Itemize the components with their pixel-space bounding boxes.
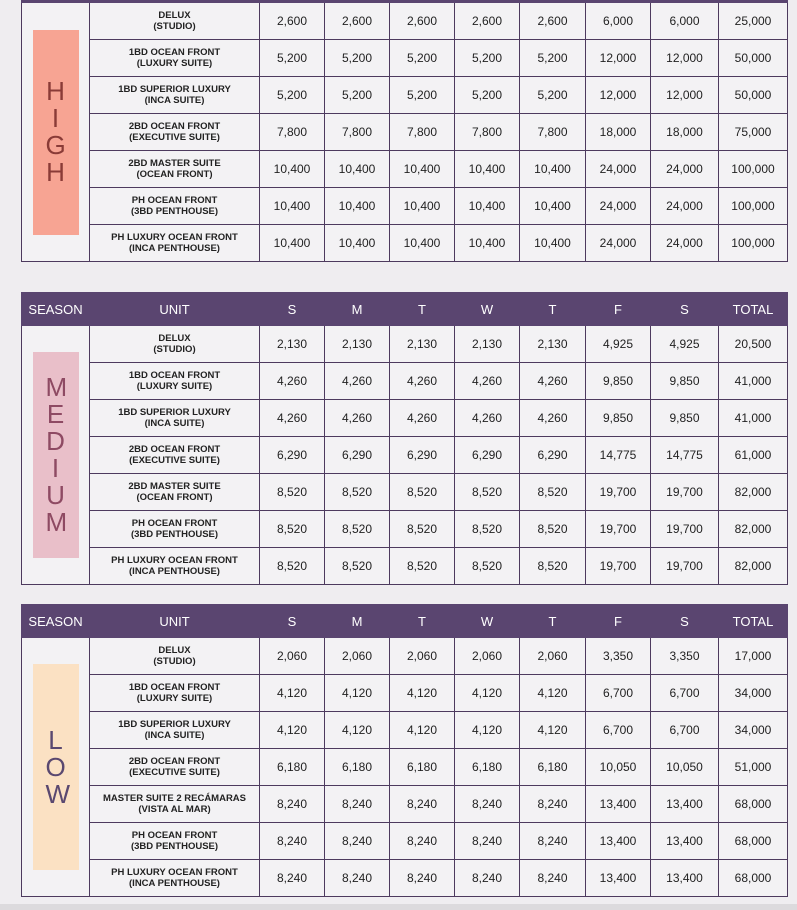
rate-cell: 4,925	[586, 326, 651, 363]
season-label-cell	[22, 326, 90, 585]
rate-cell: 12,000	[586, 77, 651, 114]
rate-cell: 24,000	[586, 188, 651, 225]
unit-name: 1BD SUPERIOR LUXURY	[118, 407, 231, 418]
rate-cell: 8,240	[455, 823, 520, 860]
rate-cell: 8,520	[325, 474, 390, 511]
unit-subname: (EXECUTIVE SUITE)	[129, 767, 220, 778]
unit-name: PH OCEAN FRONT	[131, 195, 218, 206]
total-cell: 100,000	[719, 151, 788, 188]
rate-cell: 2,600	[455, 3, 520, 40]
rate-cell: 4,120	[325, 675, 390, 712]
total-cell: 100,000	[719, 225, 788, 262]
rate-cell: 2,600	[325, 3, 390, 40]
unit-name-cell	[90, 151, 260, 188]
medium-season-table	[21, 292, 788, 585]
unit-name-cell	[90, 225, 260, 262]
table-row	[22, 675, 788, 712]
rate-cell: 8,520	[455, 511, 520, 548]
rate-cell: 9,850	[586, 363, 651, 400]
rate-cell: 10,050	[651, 749, 719, 786]
rate-cell: 12,000	[651, 77, 719, 114]
unit-subname: (STUDIO)	[153, 656, 196, 667]
unit-column-header: UNIT	[90, 293, 260, 326]
rate-cell: 4,260	[520, 363, 586, 400]
rate-cell: 4,260	[390, 400, 455, 437]
rate-cell: 4,260	[455, 400, 520, 437]
unit-name: PH LUXURY OCEAN FRONT	[111, 555, 238, 566]
rate-cell: 10,400	[455, 151, 520, 188]
rate-cell: 6,700	[586, 675, 651, 712]
unit-subname: (INCA PENTHOUSE)	[129, 243, 220, 254]
rate-cell: 6,700	[651, 712, 719, 749]
rate-cell: 19,700	[651, 511, 719, 548]
rate-cell: 7,800	[260, 114, 325, 151]
table-row	[22, 638, 788, 675]
unit-subname: (INCA SUITE)	[144, 730, 205, 741]
rate-cell: 4,260	[325, 363, 390, 400]
rate-cell: 8,240	[325, 860, 390, 897]
total-cell: 82,000	[719, 474, 788, 511]
total-cell: 17,000	[719, 638, 788, 675]
rate-cell: 2,600	[390, 3, 455, 40]
rate-cell: 5,200	[260, 40, 325, 77]
rate-cell: 9,850	[586, 400, 651, 437]
rate-cell: 19,700	[651, 474, 719, 511]
day-column-header: S	[260, 293, 325, 326]
rate-cell: 6,180	[390, 749, 455, 786]
unit-name-cell	[90, 712, 260, 749]
unit-subname: (3BD PENTHOUSE)	[130, 529, 219, 540]
unit-name-cell	[90, 823, 260, 860]
rate-cell: 8,240	[390, 786, 455, 823]
rate-cell: 13,400	[586, 860, 651, 897]
rate-cell: 2,060	[390, 638, 455, 675]
rate-cell: 5,200	[260, 77, 325, 114]
day-column-header: S	[651, 293, 719, 326]
day-column-header: T	[520, 605, 586, 638]
rate-cell: 12,000	[586, 40, 651, 77]
unit-name-cell	[90, 114, 260, 151]
total-cell: 20,500	[719, 326, 788, 363]
unit-column-header: UNIT	[90, 605, 260, 638]
rate-cell: 7,800	[520, 114, 586, 151]
rate-cell: 8,240	[390, 860, 455, 897]
unit-subname: (OCEAN FRONT)	[136, 492, 213, 503]
rate-cell: 10,400	[260, 225, 325, 262]
table-row	[22, 823, 788, 860]
high-season-table	[21, 0, 788, 262]
rate-cell: 19,700	[586, 548, 651, 585]
unit-name: 2BD OCEAN FRONT	[128, 444, 221, 455]
unit-name-cell	[90, 326, 260, 363]
rate-cell: 24,000	[586, 151, 651, 188]
rate-cell: 14,775	[651, 437, 719, 474]
rate-cell: 6,290	[390, 437, 455, 474]
low-season-block	[21, 604, 779, 897]
rate-cell: 5,200	[325, 40, 390, 77]
rate-cell: 2,060	[325, 638, 390, 675]
medium-season-block	[21, 292, 779, 585]
page-bottom-band	[0, 904, 797, 910]
unit-name-cell	[90, 188, 260, 225]
unit-name-cell	[90, 363, 260, 400]
day-column-header: W	[455, 605, 520, 638]
rate-cell: 2,130	[455, 326, 520, 363]
rate-cell: 7,800	[390, 114, 455, 151]
rate-cell: 6,290	[520, 437, 586, 474]
rate-cell: 9,850	[651, 363, 719, 400]
unit-name-cell	[90, 77, 260, 114]
rate-cell: 8,520	[260, 548, 325, 585]
rate-cell: 12,000	[651, 40, 719, 77]
table-row	[22, 77, 788, 114]
season-label-tag	[33, 352, 79, 558]
day-column-header: F	[586, 605, 651, 638]
total-cell: 68,000	[719, 786, 788, 823]
unit-name: DELUX	[158, 333, 191, 344]
unit-name: PH OCEAN FRONT	[131, 518, 218, 529]
table-row	[22, 786, 788, 823]
rate-cell: 4,260	[260, 400, 325, 437]
rate-cell: 5,200	[390, 77, 455, 114]
unit-subname: (OCEAN FRONT)	[136, 169, 213, 180]
rate-cell: 4,120	[390, 712, 455, 749]
rate-cell: 3,350	[651, 638, 719, 675]
rate-cell: 8,240	[390, 823, 455, 860]
rate-cell: 8,520	[390, 474, 455, 511]
unit-name: 1BD SUPERIOR LUXURY	[118, 719, 231, 730]
unit-subname: (3BD PENTHOUSE)	[130, 841, 219, 852]
rate-cell: 13,400	[651, 823, 719, 860]
rate-cell: 5,200	[455, 40, 520, 77]
unit-subname: (INCA PENTHOUSE)	[129, 566, 220, 577]
unit-name: 1BD OCEAN FRONT	[128, 682, 221, 693]
rate-cell: 4,260	[260, 363, 325, 400]
rate-cell: 24,000	[651, 225, 719, 262]
total-cell: 61,000	[719, 437, 788, 474]
rate-cell: 8,520	[260, 511, 325, 548]
rate-cell: 8,520	[390, 511, 455, 548]
unit-name-cell	[90, 638, 260, 675]
rate-cell: 2,130	[260, 326, 325, 363]
rate-cell: 2,060	[520, 638, 586, 675]
unit-name-cell	[90, 786, 260, 823]
rate-cell: 8,240	[520, 860, 586, 897]
rate-cell: 4,260	[455, 363, 520, 400]
unit-subname: (3BD PENTHOUSE)	[130, 206, 219, 217]
table-row	[22, 400, 788, 437]
total-cell: 50,000	[719, 40, 788, 77]
table-row	[22, 548, 788, 585]
rate-cell: 4,120	[520, 712, 586, 749]
unit-name: 2BD OCEAN FRONT	[128, 121, 221, 132]
rate-cell: 10,400	[325, 225, 390, 262]
table-row	[22, 326, 788, 363]
season-column-header: SEASON	[22, 605, 90, 638]
table-row	[22, 114, 788, 151]
rate-cell: 4,120	[260, 712, 325, 749]
unit-subname: (STUDIO)	[153, 344, 196, 355]
rate-cell: 5,200	[520, 40, 586, 77]
rate-cell: 2,600	[520, 3, 586, 40]
unit-name: PH OCEAN FRONT	[131, 830, 218, 841]
rate-cell: 7,800	[325, 114, 390, 151]
rate-cell: 19,700	[586, 474, 651, 511]
unit-name: MASTER SUITE 2 RECÁMARAS	[102, 793, 247, 804]
total-cell: 100,000	[719, 188, 788, 225]
table-row	[22, 188, 788, 225]
rate-cell: 2,130	[390, 326, 455, 363]
season-label-cell	[22, 638, 90, 897]
day-column-header: M	[325, 293, 390, 326]
unit-name-cell	[90, 548, 260, 585]
unit-subname: (EXECUTIVE SUITE)	[129, 132, 220, 143]
rate-cell: 13,400	[651, 860, 719, 897]
unit-subname: (INCA SUITE)	[144, 418, 205, 429]
rate-cell: 10,400	[260, 188, 325, 225]
season-label: MEDIUM	[45, 372, 68, 537]
season-column-header: SEASON	[22, 293, 90, 326]
rate-cell: 8,240	[455, 860, 520, 897]
day-column-header: M	[325, 605, 390, 638]
rate-cell: 8,520	[325, 511, 390, 548]
season-label-cell	[22, 3, 90, 262]
rate-cell: 10,400	[520, 188, 586, 225]
rate-cell: 5,200	[520, 77, 586, 114]
rate-cell: 6,290	[260, 437, 325, 474]
unit-name: DELUX	[158, 10, 191, 21]
rate-cell: 8,520	[260, 474, 325, 511]
unit-name: 2BD OCEAN FRONT	[128, 756, 221, 767]
unit-subname: (INCA SUITE)	[144, 95, 205, 106]
rate-cell: 18,000	[651, 114, 719, 151]
rate-cell: 2,600	[260, 3, 325, 40]
season-label: HIGH	[45, 76, 66, 187]
rate-cell: 10,400	[260, 151, 325, 188]
rate-cell: 13,400	[586, 823, 651, 860]
total-column-header: TOTAL	[719, 605, 788, 638]
unit-name-cell	[90, 40, 260, 77]
rate-cell: 6,180	[455, 749, 520, 786]
day-column-header: S	[260, 605, 325, 638]
high-season-block	[21, 0, 779, 262]
rate-cell: 4,120	[325, 712, 390, 749]
rate-cell: 10,400	[390, 188, 455, 225]
table-row	[22, 749, 788, 786]
total-column-header: TOTAL	[719, 293, 788, 326]
rate-cell: 18,000	[586, 114, 651, 151]
table-row	[22, 860, 788, 897]
rate-cell: 24,000	[586, 225, 651, 262]
total-cell: 25,000	[719, 3, 788, 40]
rate-cell: 8,520	[520, 511, 586, 548]
unit-name: 1BD OCEAN FRONT	[128, 47, 221, 58]
rate-cell: 4,120	[390, 675, 455, 712]
table-row	[22, 225, 788, 262]
table-row	[22, 474, 788, 511]
rate-cell: 4,120	[260, 675, 325, 712]
rate-cell: 10,400	[455, 188, 520, 225]
unit-name: PH LUXURY OCEAN FRONT	[111, 867, 238, 878]
rate-cell: 8,240	[260, 786, 325, 823]
unit-name-cell	[90, 437, 260, 474]
total-cell: 68,000	[719, 823, 788, 860]
rate-cell: 19,700	[651, 548, 719, 585]
total-cell: 82,000	[719, 548, 788, 585]
table-row	[22, 3, 788, 40]
rate-cell: 4,120	[455, 675, 520, 712]
rate-cell: 10,400	[390, 151, 455, 188]
rate-cell: 8,240	[260, 860, 325, 897]
rate-cell: 8,240	[325, 786, 390, 823]
total-cell: 41,000	[719, 400, 788, 437]
rate-cell: 8,520	[455, 474, 520, 511]
rate-cell: 10,050	[586, 749, 651, 786]
total-cell: 41,000	[719, 363, 788, 400]
unit-subname: (VISTA AL MAR)	[138, 804, 211, 815]
rate-cell: 8,520	[325, 548, 390, 585]
rate-cell: 2,130	[520, 326, 586, 363]
unit-name-cell	[90, 860, 260, 897]
rate-cell: 4,925	[651, 326, 719, 363]
rate-cell: 8,240	[325, 823, 390, 860]
unit-subname: (INCA PENTHOUSE)	[129, 878, 220, 889]
rate-cell: 8,240	[520, 786, 586, 823]
rate-cell: 8,520	[455, 548, 520, 585]
rate-cell: 19,700	[586, 511, 651, 548]
rate-cell: 7,800	[455, 114, 520, 151]
unit-name: DELUX	[158, 645, 191, 656]
rate-cell: 5,200	[455, 77, 520, 114]
rate-cell: 8,240	[455, 786, 520, 823]
rate-cell: 4,260	[325, 400, 390, 437]
rate-cell: 9,850	[651, 400, 719, 437]
unit-name: 1BD SUPERIOR LUXURY	[118, 84, 231, 95]
rate-cell: 24,000	[651, 151, 719, 188]
rate-cell: 3,350	[586, 638, 651, 675]
season-label-tag	[33, 30, 79, 235]
table-row	[22, 40, 788, 77]
season-label-tag	[33, 664, 79, 870]
total-cell: 51,000	[719, 749, 788, 786]
day-column-header: T	[390, 293, 455, 326]
unit-name-cell	[90, 3, 260, 40]
table-row	[22, 363, 788, 400]
total-cell: 34,000	[719, 712, 788, 749]
unit-name-cell	[90, 675, 260, 712]
rate-cell: 8,240	[520, 823, 586, 860]
unit-name: 2BD MASTER SUITE	[128, 158, 221, 169]
rate-cell: 10,400	[325, 151, 390, 188]
rate-cell: 2,130	[325, 326, 390, 363]
total-cell: 34,000	[719, 675, 788, 712]
table-row	[22, 511, 788, 548]
rate-cell: 6,000	[586, 3, 651, 40]
rate-cell: 10,400	[520, 225, 586, 262]
season-label: LOW	[45, 724, 71, 809]
unit-name: 1BD OCEAN FRONT	[128, 370, 221, 381]
rate-cell: 13,400	[586, 786, 651, 823]
rate-cell: 10,400	[455, 225, 520, 262]
rate-cell: 5,200	[325, 77, 390, 114]
unit-name-cell	[90, 400, 260, 437]
table-row	[22, 712, 788, 749]
low-season-table	[21, 604, 788, 897]
rate-cell: 10,400	[325, 188, 390, 225]
day-column-header: S	[651, 605, 719, 638]
rate-cell: 14,775	[586, 437, 651, 474]
rate-cell: 8,240	[260, 823, 325, 860]
rate-cell: 8,520	[520, 548, 586, 585]
rate-cell: 4,120	[520, 675, 586, 712]
total-cell: 68,000	[719, 860, 788, 897]
unit-name-cell	[90, 749, 260, 786]
rate-cell: 6,180	[520, 749, 586, 786]
total-cell: 75,000	[719, 114, 788, 151]
rate-cell: 6,700	[651, 675, 719, 712]
rate-cell: 6,700	[586, 712, 651, 749]
rate-cell: 10,400	[390, 225, 455, 262]
total-cell: 50,000	[719, 77, 788, 114]
day-column-header: T	[520, 293, 586, 326]
total-cell: 82,000	[719, 511, 788, 548]
rate-cell: 4,260	[390, 363, 455, 400]
rate-cell: 2,060	[260, 638, 325, 675]
rate-cell: 6,180	[325, 749, 390, 786]
rate-cell: 4,120	[455, 712, 520, 749]
rate-cell: 2,060	[455, 638, 520, 675]
unit-subname: (LUXURY SUITE)	[136, 58, 213, 69]
unit-subname: (EXECUTIVE SUITE)	[129, 455, 220, 466]
unit-subname: (STUDIO)	[153, 21, 196, 32]
day-column-header: W	[455, 293, 520, 326]
unit-name: 2BD MASTER SUITE	[128, 481, 221, 492]
rate-cell: 6,290	[325, 437, 390, 474]
rate-cell: 8,520	[520, 474, 586, 511]
unit-name: PH LUXURY OCEAN FRONT	[111, 232, 238, 243]
table-row	[22, 151, 788, 188]
unit-name-cell	[90, 511, 260, 548]
day-column-header: T	[390, 605, 455, 638]
rate-cell: 13,400	[651, 786, 719, 823]
rate-cell: 4,260	[520, 400, 586, 437]
rate-cell: 6,000	[651, 3, 719, 40]
rate-cell: 6,290	[455, 437, 520, 474]
day-column-header: F	[586, 293, 651, 326]
rate-cell: 5,200	[390, 40, 455, 77]
rate-cell: 6,180	[260, 749, 325, 786]
rate-cell: 10,400	[520, 151, 586, 188]
table-row	[22, 437, 788, 474]
rate-cell: 8,520	[390, 548, 455, 585]
rate-cell: 24,000	[651, 188, 719, 225]
unit-name-cell	[90, 474, 260, 511]
unit-subname: (LUXURY SUITE)	[136, 693, 213, 704]
unit-subname: (LUXURY SUITE)	[136, 381, 213, 392]
